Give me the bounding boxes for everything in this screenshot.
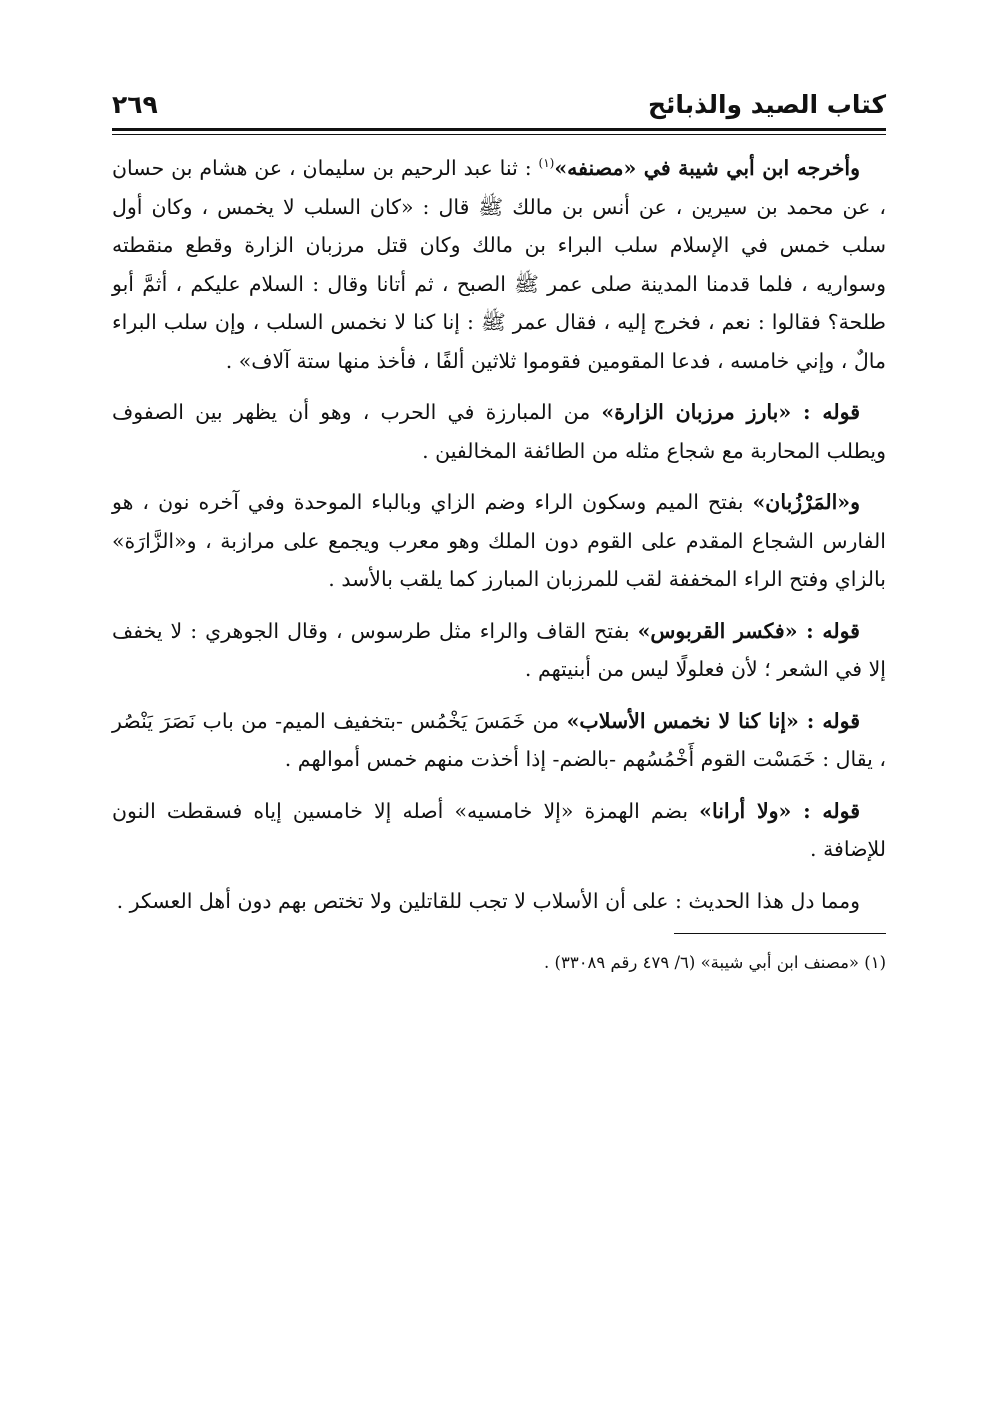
paragraph — [112, 149, 886, 380]
body-text — [112, 149, 886, 920]
header-rule-thin — [112, 134, 886, 135]
paragraph — [112, 882, 886, 921]
paragraph — [112, 393, 886, 470]
paragraph-lead: قوله : «بارز مرزبان الزارة» — [601, 400, 861, 424]
paragraph-lead: وأخرجه ابن أبي شيبة في «مصنفه» — [554, 156, 860, 180]
paragraph-text: : ثنا عبد الرحيم بن سليمان ، عن هشام بن حسان ، عن محمد بن سيرين ، عن أنس بن مالك ﷺ قال : «كان السلب لا يخمس ، وكان أول سلب خمس في الإسلام سلب البراء بن مالك وكان قتل مرزبان الزارة وقطع منقطته وسواريه ، فلما قدمنا المدينة صلى عمر ﷺ الصبح ، ثم أتانا وقال : السلام عليكم ، أثمَّ أبو طلحة؟ فقالوا : نعم ، فخرج إليه ، فقال عمر ﷺ : إنا كنا لا نخمس السلب ، وإن سلب البراء مالٌ ، وإني خامسه ، فدعا المقومين فقوموا ثلاثين ألفًا ، فأخذ منها ستة آلاف» . — [112, 156, 886, 373]
paragraph — [112, 483, 886, 599]
paragraph-lead: قوله : «ولا أرانا» — [699, 798, 860, 823]
footnote: (١) «مصنف ابن أبي شيبة» (٦/ ٤٧٩ رقم ٣٣٠٨٩) . — [544, 953, 886, 972]
paragraph-text: ومما دل هذا الحديث : على أن الأسلاب لا تجب للقاتلين ولا تختص بهم دون أهل العسكر . — [116, 888, 860, 913]
page-number: ٢٦٩ — [112, 90, 158, 119]
paragraph-lead: و«المَرْزُبان» — [752, 490, 860, 514]
paragraph-text: بضم الهمزة «إلا خامسيه» أصله إلا خامسين إياه فسقطت النون للإضافة . — [112, 798, 886, 861]
book-page — [112, 80, 886, 1340]
paragraph — [112, 702, 886, 779]
paragraph-text: بفتح القاف والراء مثل طرسوس ، وقال الجوهري : لا يخفف إلا في الشعر ؛ لأن فعلولًا ليس من أبنيتهم . — [112, 618, 886, 681]
paragraph-text: بفتح الميم وسكون الراء وضم الزاي وبالباء الموحدة وفي آخره نون ، هو الفارس الشجاع المقدم على القوم دون الملك وهو معرب ويجمع على مرازبة ، و«الزَّارَة» بالزاي وفتح الراء المخففة لقب للمرزبان المبارز كما يلقب بالأسد . — [112, 490, 886, 591]
paragraph — [112, 612, 886, 689]
paragraph-lead: قوله : «فكسر القربوس» — [637, 618, 860, 643]
chapter-title: كتاب الصيد والذبائح — [647, 90, 886, 119]
paragraph-text: من خَمَسَ يَخْمُس -بتخفيف الميم- من باب نَصَرَ يَنْصُر ، يقال : خَمَسْت القوم أَخْمُسُهم -بالضم- إذا أخذت منهم خمس أموالهم . — [112, 708, 886, 771]
paragraph-lead: قوله : «إنا كنا لا نخمس الأسلاب» — [566, 708, 860, 733]
paragraph — [112, 792, 886, 869]
header-rule-thick — [112, 128, 886, 131]
footnote-rule — [674, 933, 886, 934]
paragraph-text: من المبارزة في الحرب ، وهو أن يظهر بين الصفوف ويطلب المحاربة مع شجاع مثله من الطائفة المخالفين . — [112, 400, 886, 463]
page-header — [112, 80, 886, 122]
footnote-ref: (١) — [538, 156, 555, 171]
